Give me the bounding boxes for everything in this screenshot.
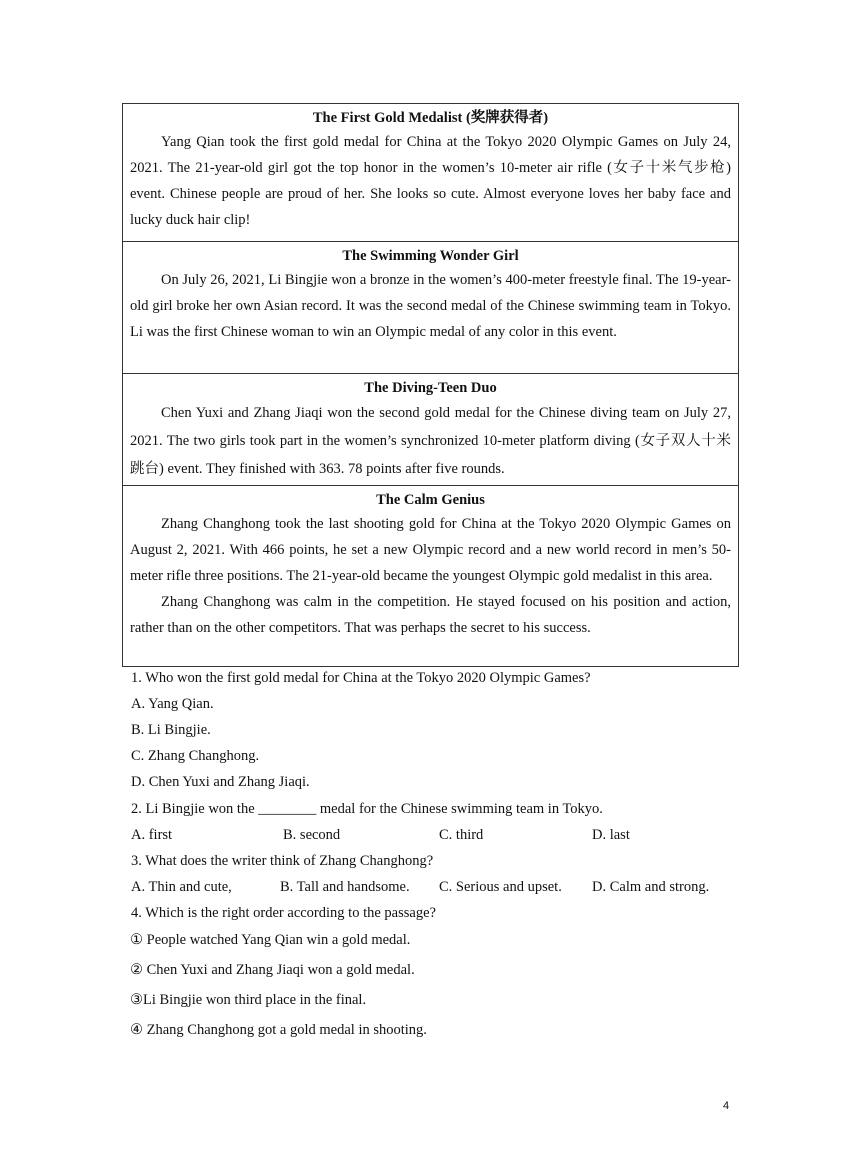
question-2: 2. Li Bingjie won the ________ medal for the Chinese swimming team in Tokyo. — [131, 801, 603, 817]
question-4: 4. Which is the right order according to the passage? — [131, 905, 436, 921]
question-4-item-3: ③Li Bingjie won third place in the final. — [130, 992, 367, 1008]
question-2-option-d: D. last — [592, 827, 630, 843]
section-calm-genius — [123, 486, 738, 666]
question-4-item-1: ① People watched Yang Qian win a gold medal. — [130, 932, 411, 948]
questions — [131, 670, 731, 1045]
question-3-option-a: A. Thin and cute, — [131, 879, 232, 895]
question-4-item-2: ② Chen Yuxi and Zhang Jiaqi won a gold medal. — [130, 962, 415, 978]
section-first-gold-medalist — [123, 104, 738, 242]
section-paragraph: Zhang Changhong was calm in the competition. He stayed focused on his position and action, rather than on the other competitors. That was perhaps the secret to his success. — [130, 594, 731, 636]
section-title: The Diving-Teen Duo — [364, 380, 497, 396]
section-paragraph: Chen Yuxi and Zhang Jiaqi won the second gold medal for the Chinese diving team on July 27, 2021. The two girls took part in the women’s synchronized 10-meter platform diving (女子双人十米跳台) event. They finished with 363. 78 points after five rounds. — [130, 405, 731, 477]
question-1-option-b: B. Li Bingjie. — [131, 722, 211, 738]
section-diving-teen-duo — [123, 374, 738, 486]
question-3-option-d: D. Calm and strong. — [592, 879, 710, 895]
section-title: The Swimming Wonder Girl — [342, 248, 519, 264]
section-paragraph: On July 26, 2021, Li Bingjie won a bronze in the women’s 400-meter freestyle final. The 19-year-old girl broke her own Asian record. It was the second medal of the Chinese swimming team in Tokyo. Li was the first Chinese woman to win an Olympic medal of any color in this event. — [130, 272, 731, 340]
question-1-option-d: D. Chen Yuxi and Zhang Jiaqi. — [131, 774, 310, 790]
question-1-option-a: A. Yang Qian. — [131, 696, 214, 712]
page-number: 4 — [723, 1100, 730, 1112]
question-2-option-c: C. third — [439, 827, 484, 843]
question-4-item-4: ④ Zhang Changhong got a gold medal in shooting. — [130, 1022, 427, 1038]
question-1: 1. Who won the first gold medal for China at the Tokyo 2020 Olympic Games? — [131, 670, 591, 686]
question-3-option-c: C. Serious and upset. — [439, 879, 562, 895]
section-title: The Calm Genius — [376, 492, 485, 508]
section-paragraph: Yang Qian took the first gold medal for China at the Tokyo 2020 Olympic Games on July 24, 2021. The 21-year-old girl got the top honor in the women’s 10-meter air rifle (女子十米气步枪) event. Chinese people are proud of her. She looks so cute. Almost everyone loves her baby face and lucky duck hair clip! — [130, 134, 731, 228]
section-swimming-wonder-girl — [123, 242, 738, 374]
section-title: The First Gold Medalist (奖牌获得者) — [312, 110, 549, 126]
question-1-option-c: C. Zhang Changhong. — [131, 748, 260, 764]
passage-table — [122, 103, 739, 667]
section-paragraph: Zhang Changhong took the last shooting gold for China at the Tokyo 2020 Olympic Games on August 2, 2021. With 466 points, he set a new Olympic record and a new world record in men’s 50-meter rifle three positions. The 21-year-old became the youngest Olympic gold medalist in this area. — [130, 516, 731, 584]
question-2-option-b: B. second — [283, 827, 341, 843]
question-3: 3. What does the writer think of Zhang Changhong? — [131, 853, 434, 869]
question-3-option-b: B. Tall and handsome. — [280, 879, 410, 895]
question-2-option-a: A. first — [131, 827, 173, 843]
